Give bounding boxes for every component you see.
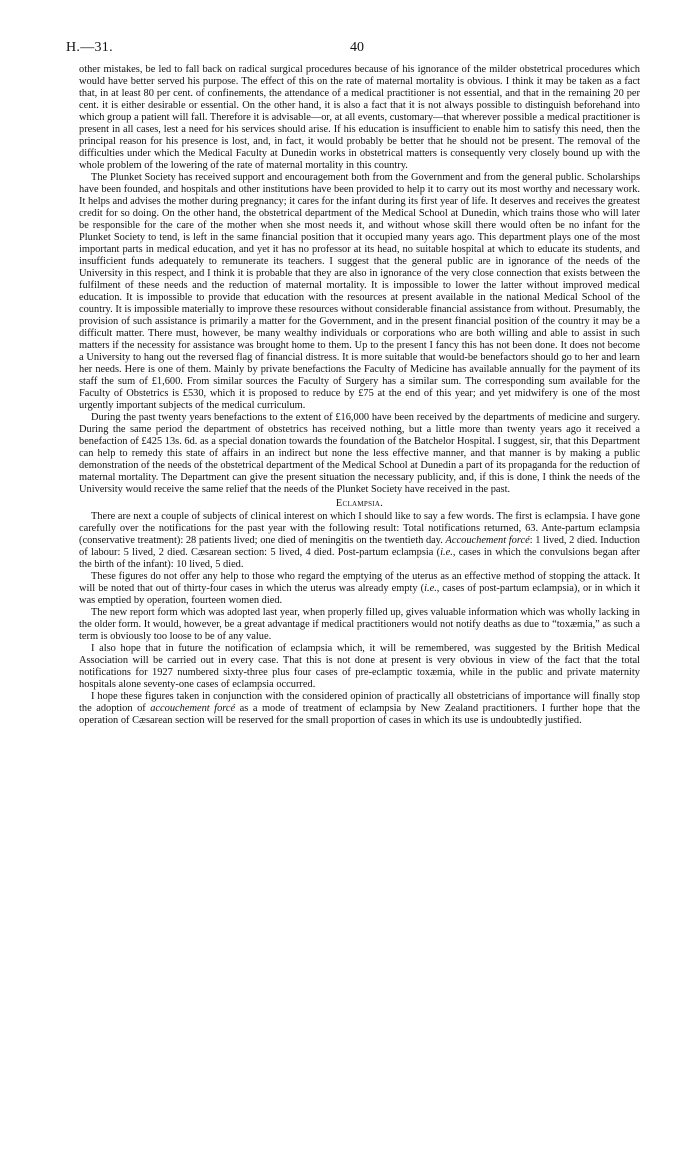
paragraph-5-text-a: These figures do not offer any help to those who regard the emptying of the uterus as an effective method of stopping the attack. It will be noted that out of thirty-four cases in which the uterus was already empty ( <box>79 571 640 594</box>
paragraph-4-text-c: , cases in which the convulsions began after the birth of the infant): 10 lived, 5 died. <box>79 547 640 570</box>
paragraph-8-text-b: as a mode of treatment of eclampsia by New Zealand practitioners. I further hope that the operation of Cæsarean section will be reserved for the small proportion of cases in which its use is undoubtedly justified. <box>79 703 640 726</box>
paragraph-5-italic: i.e. <box>424 583 437 594</box>
document-reference: H.—31. <box>66 40 113 55</box>
paragraph-8 <box>79 691 640 727</box>
page-header <box>66 40 640 58</box>
paragraph-2: The Plunket Society has received support and encouragement both from the Government and from the general public. Scholarships have been founded, and hospitals and other institutions have been provided to help it to carry out its most worthy and necessary work. It helps and advises the mother during pregnancy; it cares for the infant during its first year of life. It deserves and receives the greatest credit for so doing. On the other hand, the obstetrical department of the Medical School at Dunedin, which trains those who will later be responsible for the care of the mother when she most needs it, and without whose skill there would often be no infant for the Plunket Society to tend, is left in the same financial position that it occupied many years ago. This department plays one of the most important parts in medical education, and yet it has no professor at its head, no suitable hospital at which to educate its students, and insufficient funds adequately to remunerate its teachers. I suggest that the general public are in ignorance of the needs of the University in this respect, and I think it is probable that they are also in ignorance of the very close connection that exists between the fulfilment of these needs and the reduction of maternal mortality. It is impossible to lower the latter without improved medical education. It is impossible to provide that education with the resources at present available in the national Medical School of the country. It is impossible materially to improve these resources without considerable financial assistance from without. Presumably, the provision of such assistance is primarily a matter for the Government, and in the present financial position of the country it may be a difficult matter. There must, however, be many wealthy individuals or corporations who are both willing and able to assist in such matters if the necessity for assistance was brought home to them. Up to the present I fancy this has not been done. It does not become a University to hang out the reversed flag of financial distress. It is more suitable that would-be benefactors should go to her and learn her needs. Here is one of them. Mainly by private benefactions the Faculty of Medicine has available annually for the payment of its staff the sum of £1,600. From similar sources the Faculty of Surgery has a similar sum. The corresponding sum available for the Faculty of Obstetrics is £530, which it is proposed to reduce by £75 at the end of this year; and yet midwifery is one of the most urgently important subjects of the medical curriculum. <box>79 172 640 411</box>
paragraph-5-text-b: , cases of post-partum eclampsia), or in which it was emptied by operation, fourteen women died. <box>79 583 640 606</box>
paragraph-8-italic: accouchement forcé <box>150 703 236 714</box>
page-number: 40 <box>350 40 364 55</box>
paragraph-7: I also hope that in future the notification of eclampsia which, it will be remembered, was suggested by the British Medical Association will be carried out in every case. That this is not done at present is very obvious in view of the fact that the total notifications for 1927 numbered sixty-three plus four cases of pre-eclamptic toxæmia, while in the public and private maternity hospitals alone seventy-one cases of eclampsia occurred. <box>79 643 640 690</box>
paragraph-6: The new report form which was adopted last year, when properly filled up, gives valuable information which was wholly lacking in the older form. It would, however, be a great advantage if medical practitioners would not notify deaths as due to “toxæmia,” as such a term is obviously too loose to be of any value. <box>79 607 640 642</box>
paragraph-4-italic-a: Accouchement forcé <box>445 535 530 546</box>
paragraph-4-italic-b: i.e. <box>440 547 453 558</box>
paragraph-8-text-a: I hope these figures taken in conjunction with the considered opinion of practically all obstetricians of importance will finally stop the adoption of <box>79 691 640 714</box>
paragraph-4 <box>79 511 640 571</box>
paragraph-4-text-b: : 1 lived, 2 died. Induction of labour: 5 lived, 2 died. Cæsarean section: 5 lived, 4 died. Post-partum eclampsia ( <box>79 535 640 558</box>
paragraph-4-text-a: There are next a couple of subjects of clinical interest on which I should like to say a few words. The first is eclampsia. I have gone carefully over the notifications for the past year with the following result: Total notifications returned, 63. Ante-partum eclampsia (conservative treatment): 28 patients lived; one died of meningitis on the twentieth day. <box>79 511 640 546</box>
paragraph-3: During the past twenty years benefactions to the extent of £16,000 have been received by the departments of medicine and surgery. During the same period the department of obstetrics has received nothing, but a little more than twenty years ago it received a benefaction of £425 13s. 6d. as a special donation towards the foundation of the Batchelor Hospital. I suggest, sir, that this Department can help to remedy this state of affairs in an indirect but none the less effective manner, and that manner is by making a public demonstration of the needs of the obstetrical department of the Medical School at Dunedin a part of its propaganda for the reduction of maternal mortality. The Department can give the present situation the necessary publicity, and, if this is done, I think the needs of the University would receive the same relief that the needs of the Plunket Society have received in the past. <box>79 412 640 495</box>
paragraph-1: other mistakes, be led to fall back on radical surgical procedures because of his ignorance of the milder obstetrical procedures which would have better served his purpose. The effect of this on the rate of maternal mortality is obvious. I think it may be taken as a fact that, in at least 80 per cent. of confinements, the attendance of a medical practitioner is not essential, and that in the remaining 20 per cent. it is either desirable or essential. On the other hand, it is also a fact that it is not always possible to distinguish beforehand into which group a patient will fall. Therefore it is advisable—or, at all events, customary—that wherever possible a medical practitioner is present in all cases, lest a need for his services should arise. If his education is insufficient to enable him to satisfy this need, then the principal reason for his presence is lost, and, in fact, it would probably be better that he should not be present. The removal of the difficulties under which the Medical Faculty at Dunedin works in obstetrical matters is consequently very closely bound up with the whole problem of the lowering of the rate of maternal mortality in this country. <box>79 64 640 171</box>
section-heading-eclampsia: Eclampsia. <box>335 498 384 509</box>
body-text <box>79 64 640 727</box>
paragraph-5 <box>79 571 640 607</box>
